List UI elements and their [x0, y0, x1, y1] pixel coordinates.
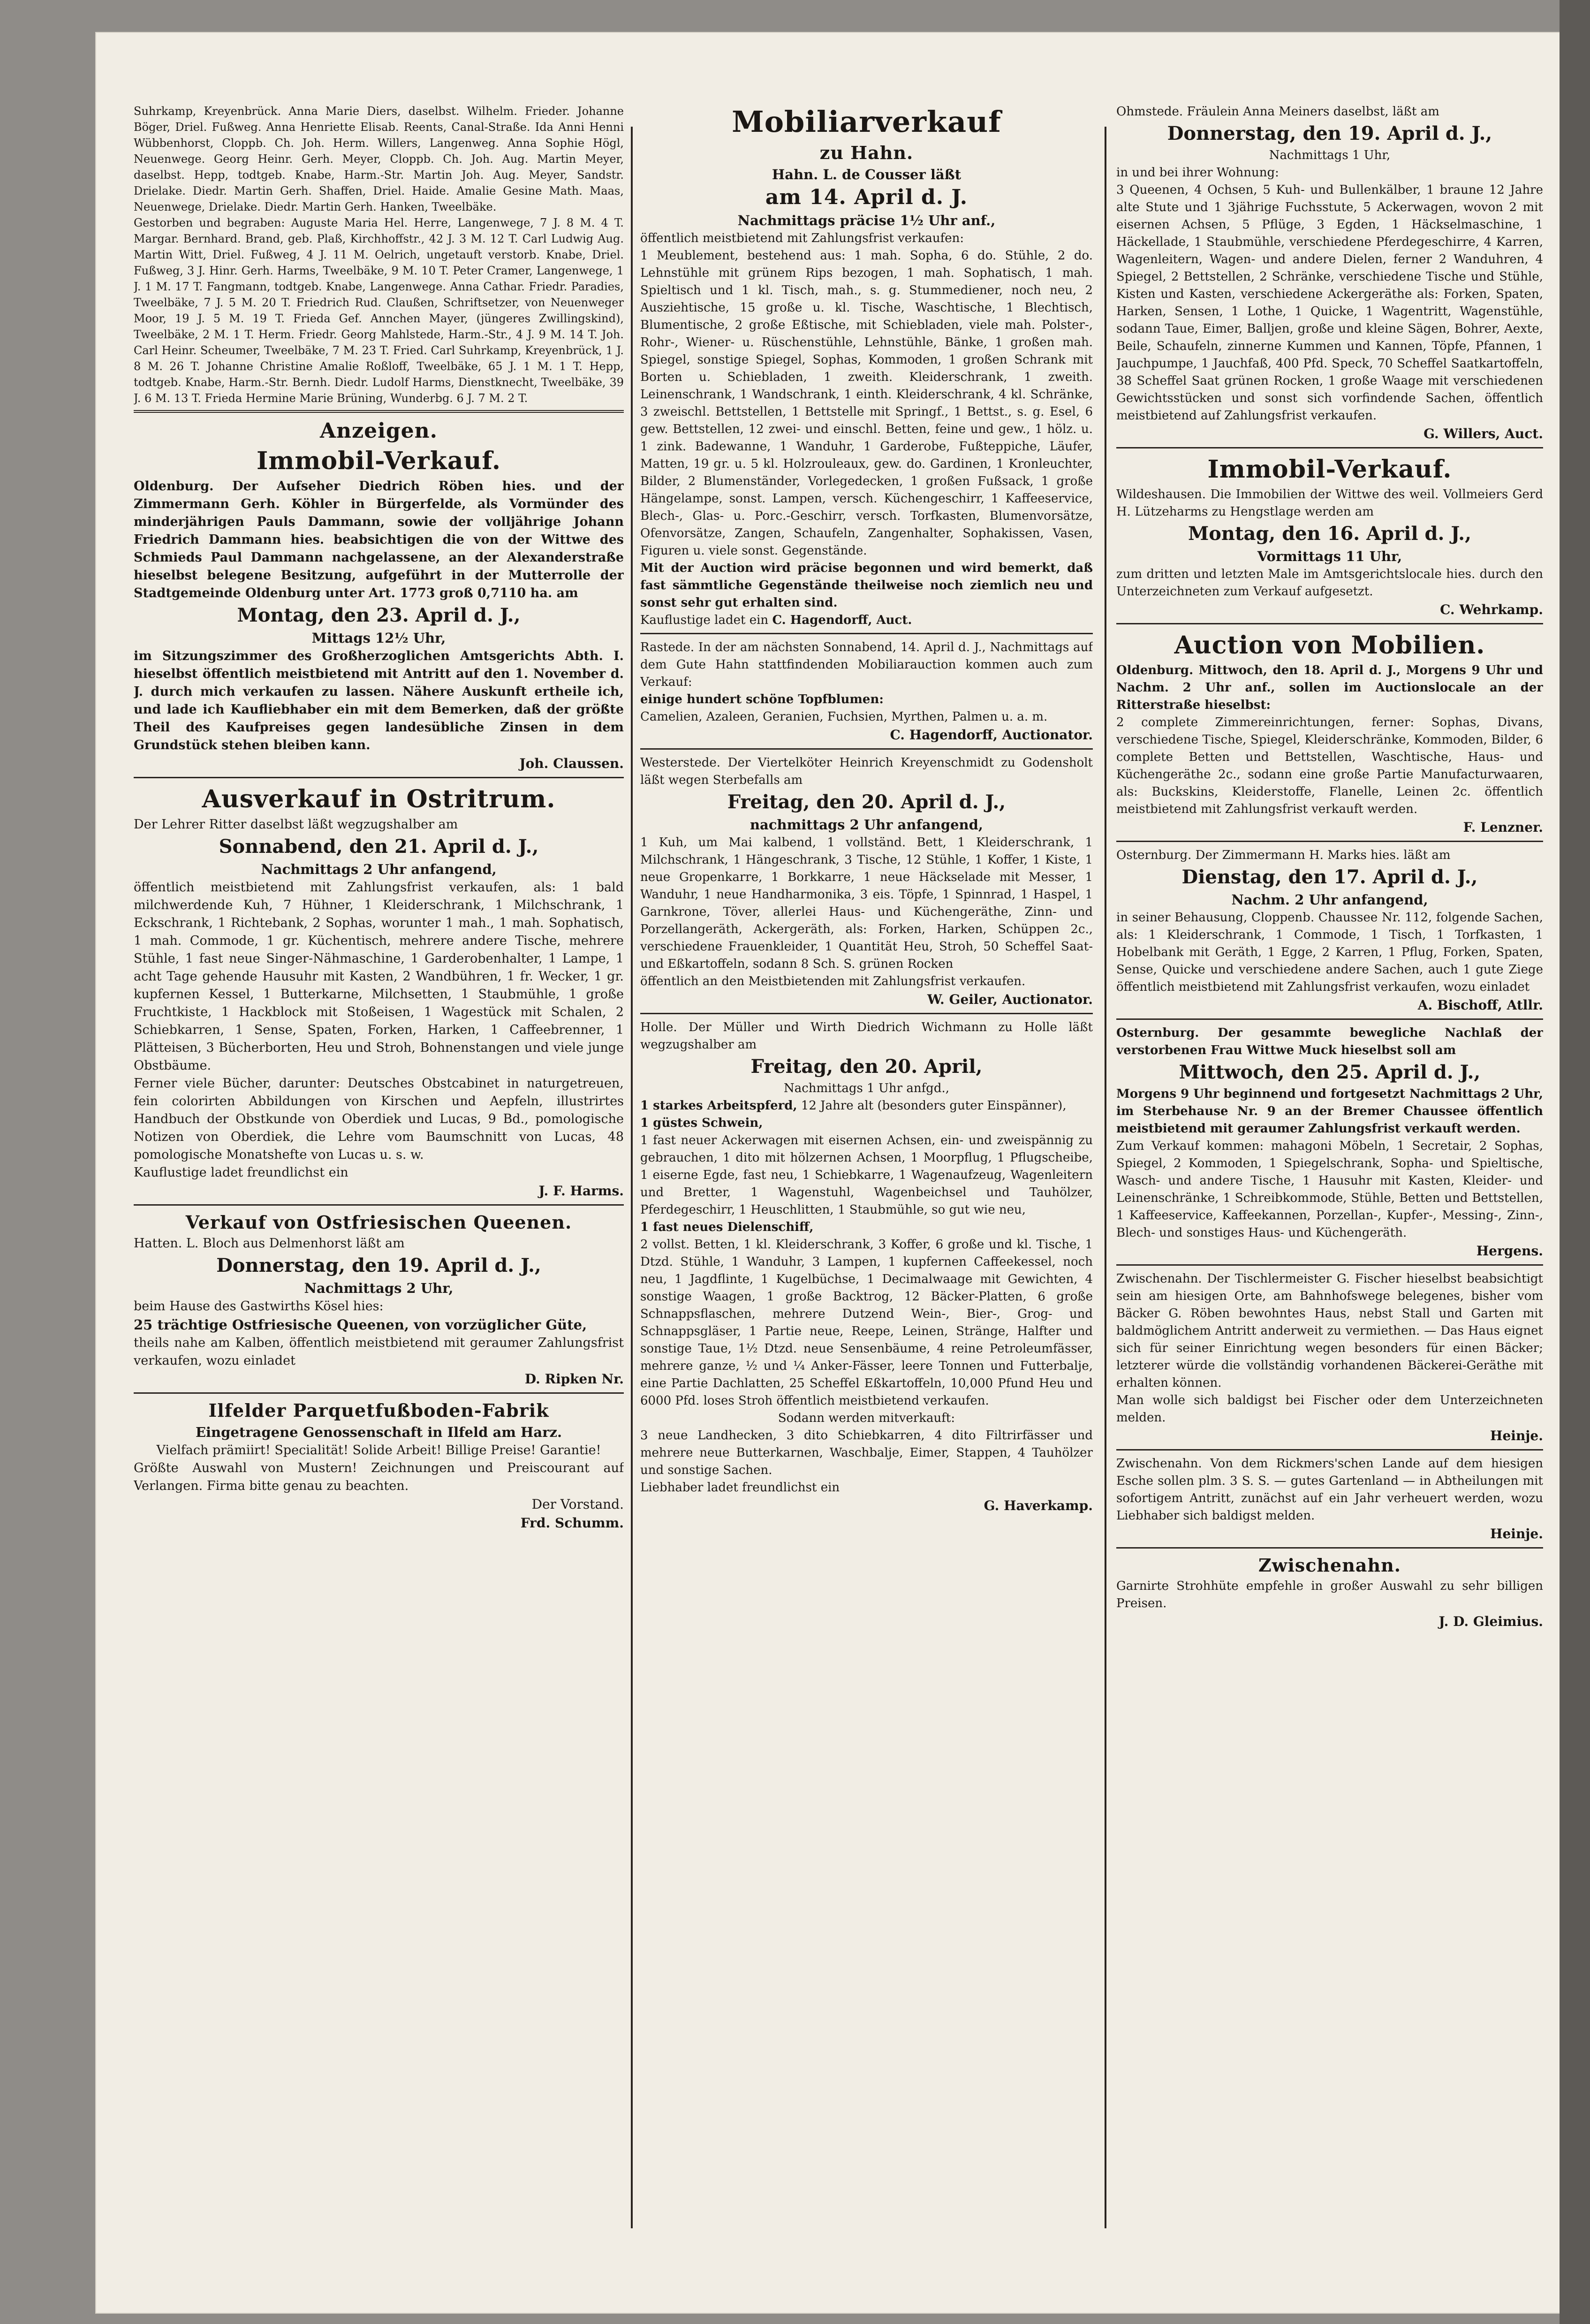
ad-body: öffentlich meistbietend mit Zahlungsfrist verkaufen, als: 1 bald milchwerdende Kuh, 7 Hühner, 1 Kleiderschrank, 1 Milchschrank, 1 Eckschrank, 1 Richtebank, 2 Sophas, worunter 1 mah., 1 mah. Sophatisch, 1 mah. Commode, 1 gr. Küchentisch, mehrere andere Tische, mehrere Stühle, 1 fast neue Singer-Nähmaschine, 1 Garderobenhalter, 1 Lampe, 1 acht Tage gehende Hausuhr mit Kasten, 2 Wandbühren, 1 fr. Wecker, 1 gr. kupfernen Kessel, 1 Butterkarne, Milchsetten, 1 Staubmühle, 1 große Fruchtkiste, 1 Hackblock mit Stoßeisen, 1 Wagestück mit Schalen, 2 Schiebkarren, 1 Sense, Spaten, Forken, Harken, 1 Caffeebrenner, 1 Plätteisen, 3 Bücherborten, Heu und Stroh, Bohnenstangen und viele junge Obstbäume.	[134, 880, 624, 1073]
ad-body: Rastede. In der am nächsten Sonnabend, 14. April d. J., Nachmittags auf dem Gute Hahn stattfindenden Mobiliarauction kommen auch zum Verkauf:	[640, 640, 1093, 689]
divider	[1116, 1449, 1543, 1451]
divider	[134, 1204, 624, 1206]
ad-time: nachmittags 2 Uhr anfangend,	[750, 817, 984, 833]
ad-vorstand: Der Vorstand.	[531, 1496, 624, 1512]
ad-body: Oldenburg. Der Aufseher Diedrich Röben hies. und der Zimmermann Gerh. Köhler in Bürgerfelde, als Vormünder des minderjährigen Pauls Dammann, sowie der volljährige Johann Friedrich Dammann hies. beabsichtigen die von der Wittwe des Schmieds Paul Dammann nachgelassene, an der Alexanderstraße hieselbst belegene Besitzung, aufgeführt in der Mutterrolle der Stadtgemeinde Oldenburg unter Art. 1773 groß 0,7110 ha. am	[134, 479, 624, 600]
ad-signature	[1116, 1525, 1543, 1543]
ad-body: beim Hause des Gastwirths Kösel hies:	[134, 1299, 384, 1314]
ad-body: Man wolle sich baldigst bei Fischer oder dem Unterzeichneten melden.	[1116, 1393, 1543, 1425]
ad-subheading: zu Hahn.	[819, 142, 914, 163]
ad-highlight: Mit der Auction wird präcise begonnen und wird bemerkt, daß fast sämmtliche Gegenstände theilweise noch ziemlich neu und sonst sehr gut erhalten sind.	[640, 561, 1093, 610]
ad-body: Holle. Der Müller und Wirth Diedrich Wichmann zu Holle läßt wegzugshalber am	[640, 1020, 1093, 1052]
deaths-notice: Suhrkamp, Kreyenbrück. Anna Marie Diers, daselbst. Wilhelm. Frieder. Johanne Böger, Driel. Fußweg. Anna Henriette Elisab. Reents, Canal-Straße. Ida Anni Henni Wübbenhorst, Cloppb. Ch. Joh. Herm. Willers, Langenweg. Anna Sophie Högl, Neuenwege. Georg Heinr. Gerh. Meyer, Cloppb. Ch. Joh. Aug. Martin Meyer, daselbst. Hepp, todtgeb. Knabe, Harm.-Str. Martin Joh. Aug. Meyer, Sandstr. Drielake. Diedr. Martin Gerh. Shaffen, Driel. Haide. Amalie Gesine Math. Maas, Neuenwege, Drielake. Diedr. Martin Gerh. Hanken, Tweelbäke.	[134, 105, 624, 213]
ad-time: Nachmittags 2 Uhr,	[304, 1280, 454, 1296]
ad-date: Mittwoch, den 25. April d. J.,	[1179, 1061, 1481, 1083]
signature-name: J. D. Gleimius.	[1439, 1614, 1543, 1629]
divider	[640, 748, 1093, 750]
column-rule	[631, 127, 633, 2228]
ad-body: Westerstede. Der Viertelköter Heinrich Kreyenschmidt zu Godensholt läßt wegen Sterbefalls am	[640, 756, 1093, 787]
ad-body: 2 vollst. Betten, 1 kl. Kleiderschrank, 3 Koffer, 6 große und kl. Tische, 1 Dtzd. Stühle, 1 Wanduhr, 3 Lampen, 1 kupfernen Caffeekessel, noch neu, 1 Jagdflinte, 1 Kugelbüchse, 1 Decimalwaage mit Gewichten, 4 sonstige Waagen, 1 große Backtrog, 12 Bäcker-Platten, 6 große Schnappsflaschen, mehrere Dutzend Wein-, Bier-, Grog- und Schnappsgläser, 1 Partie neue, Reepe, Leinen, Stränge, Halfter und sonstige Taue, 1½ Dtzd. neue Sensenbäume, 4 reine Petroleumfässer, mehrere ganze, ½ und ¼ Anker-Fässer, leere Tonnen und Futterbalje, eine Partie Dachlatten, 25 Scheffel Eßkartoffeln, 10,000 Pfund Heu und 6000 Pfd. loses Stroh öffentlich meistbietend verkaufen.	[640, 1238, 1093, 1408]
ad-body: öffentlich an den Meistbietenden mit Zahlungsfrist verkaufen.	[640, 974, 1026, 988]
ad-body: Zwischenahn. Der Tischlermeister G. Fischer hieselbst beabsichtigt sein am hiesigen Orte, am Bahnhofswege belegenes, bisher vom Bäcker G. Röben bewohntes Haus, nebst Stall und Garten mit baldmöglichem Antritt anderweit zu vermiethen. — Das Haus eignet sich für seiner Einrichtung wegen besonders für einen Bäcker; letzterer würde die vollständig vorhandenen Bäckerei-Geräthe mit erhalten können.	[1116, 1272, 1543, 1390]
ad-signature	[640, 726, 1093, 744]
ad-body: Größte Auswahl von Mustern! Zeichnungen und Preiscourant auf Verlangen. Firma bitte genau zu beachten.	[134, 1461, 624, 1493]
divider	[1116, 1018, 1543, 1020]
ad-highlight: 1 güstes Schwein,	[640, 1116, 763, 1130]
ad-invite: Kauflustige ladet ein	[640, 613, 769, 627]
ad-date: Donnerstag, den 19. April d. J.,	[1167, 122, 1492, 144]
divider	[134, 777, 624, 778]
signature-name: W. Geiler, Auctionator.	[927, 992, 1093, 1007]
ad-subheading: Eingetragene Genossenschaft in Ilfeld am Harz.	[195, 1424, 562, 1440]
divider	[134, 1392, 624, 1394]
ad-body: Ohmstede. Fräulein Anna Meiners daselbst, läßt am	[1116, 105, 1439, 119]
divider	[1116, 1547, 1543, 1549]
ad-body: 2 complete Zimmereinrichtungen, ferner: Sophas, Divans, verschiedene Tische, Spiegel, Kleiderschränke, Kommoden, Bilder, 6 complete Betten und Bettstellen, Waschtische, Haus- und Küchengeräthe 2c., sodann eine große Partie Manufacturwaaren, als: Buckskins, Kleiderstoffe, Flanelle, Leinen 2c. öffentlich meistbietend mit Zahlungsfrist verkauft werden.	[1116, 715, 1543, 816]
ad-signature	[640, 990, 1093, 1009]
signature-name: Frd. Schumm.	[520, 1515, 624, 1531]
ad-body: in seiner Behausung, Cloppenb. Chaussee Nr. 112, folgende Sachen, als: 1 Kleiderschrank, 1 Commode, 1 Tisch, 1 Torfkasten, 1 Hobelbank mit Geräth, 1 Egge, 2 Karren, 1 Pflug, Forken, Spaten, Sense, Quicke und verschiedene andere Sachen, auch 1 gute Ziege öffentlich meistbietend mit Zahlungsfrist verkaufen, wozu einladet	[1116, 911, 1543, 994]
ad-body: 1 Meublement, bestehend aus: 1 mah. Sopha, 6 do. Stühle, 2 do. Lehnstühle mit grünem Rips bezogen, 1 mah. Sophatisch, 1 mah. Spieltisch und 1 kl. Tisch, mah., s. g. Stummediener, noch neu, 2 Ausziehtische, 15 große u. kl. Tische, Waschtische, 1 Blechtisch, Blumentische, 2 große Eßtische, mit Schiebladen, viele mah. Polster-, Rohr-, Wiener- u. Rüschenstühle, Lehnstühle, Bänke, 1 großen mah. Spiegel, sonstige Spiegel, Sophas, Kommoden, 1 großen Schrank mit Borten u. Schiebladen, 1 zweith. Kleiderschrank, 1 zweith. Leinenschrank, 1 Wandschrank, 1 einth. Kleiderschrank, 4 kl. Schränke, 3 zweischl. Bettstellen, 1 Bettstelle mit Springf., 1 Bettst., s. g. Esel, 6 gew. Bettstellen, 12 zwei- und einschl. Betten, feine und gew., 1 hölz. u. 1 zink. Badewanne, 1 Wanduhr, 1 Garderobe, Fußteppiche, Läufer, Matten, 19 gr. u. 5 kl. Holzrouleaux, gew. do. Gardinen, 1 Kronleuchter, Bilder, 2 Blumenständer, Vorlegedecken, 1 großen Fußsack, 1 große Hängelampe, sonst. Lampen, versch. Küchengeschirr, 1 Kaffeeservice, Blech-, Glas- u. Porc.-Geschirr, versch. Torfkasten, Blumenvorsätze, Ofenvorsätze, Zangen, Schaufeln, Zangenhalter, Sophakissen, Vasen, Figuren u. viele sonst. Gegenstände.	[640, 249, 1093, 558]
ad-date: Dienstag, den 17. April d. J.,	[1181, 866, 1478, 888]
ad-body: Morgens 9 Uhr beginnend und fortgesetzt Nachmittags 2 Uhr, im Sterbehause Nr. 9 an der Bremer Chaussee öffentlich meistbietend mit geraumer Zahlungsfrist verkauft werden.	[1116, 1087, 1543, 1136]
ad-signature	[134, 754, 624, 773]
ad-heading: Mobiliarverkauf	[732, 105, 1001, 139]
divider	[1116, 1264, 1543, 1266]
signature-name: J. F. Harms.	[538, 1183, 624, 1199]
ad-body: 1 Kuh, um Mai kalbend, 1 vollständ. Bett, 1 Kleiderschrank, 1 Milchschrank, 1 Hängeschrank, 3 Tische, 12 Stühle, 1 Koffer, 1 Kiste, 1 neue Gropenkarre, 1 Borkkarre, 1 neue Häckselade mit Messer, 1 Wanduhr, 1 neue Handharmonika, 3 eis. Töpfe, 1 Spinnrad, 1 Haspel, 1 Garnkrone, Töver, allerlei Haus- und Küchengeräthe, Zinn- und Porzellangeräth, Ackergeräth, als: Forken, Harken, Schüppen 2c., verschiedene Frauenkleider, 1 Quantität Heu, Stroh, 50 Scheffel Saat- und Eßkartoffeln, sodann 8 Sch. S. grünen Rocken	[640, 835, 1093, 971]
ad-time: Nachm. 2 Uhr anfangend,	[1231, 892, 1428, 908]
divider	[1116, 841, 1543, 842]
ad-heading: Ausverkauf in Ostritrum.	[202, 785, 556, 813]
ad-body: Garnirte Strohhüte empfehle in großer Auswahl zu sehr billigen Preisen.	[1116, 1579, 1543, 1610]
signature-name: C. Hagendorff, Auct.	[772, 613, 912, 627]
ad-date: Donnerstag, den 19. April d. J.,	[216, 1254, 541, 1276]
section-heading: Anzeigen.	[320, 419, 438, 443]
column-middle	[640, 103, 1093, 2242]
ad-time: Vormittags 11 Uhr,	[1257, 548, 1402, 564]
ad-date: am 14. April d. J.	[765, 185, 968, 209]
ad-body: Ferner viele Bücher, darunter: Deutsches Obstcabinet in naturgetreuen, fein colorirten Abbildungen von Kirschen und Aepfeln, illustrirtes Handbuch der Obstkunde von Oberdiek und Lucas, 9 Bd., pomologische Notizen von Oberdiek, die Lehre vom Baumschnitt von Lucas, 48 pomologische Monatshefte von Lucas u. s. w.	[134, 1076, 624, 1162]
signature-name: D. Ripken Nr.	[524, 1371, 624, 1387]
ad-date: Freitag, den 20. April,	[750, 1056, 983, 1078]
ad-heading: Ilfelder Parquetfußboden-Fabrik	[208, 1400, 549, 1421]
signature-name: A. Bischoff, Atllr.	[1417, 997, 1543, 1013]
ad-signature	[1116, 425, 1543, 443]
ad-signature	[1116, 818, 1543, 837]
column-right	[1116, 103, 1543, 2242]
ad-body: Zwischenahn. Von dem Rickmers'schen Lande auf dem hiesigen Esche sollen plm. 3 S. S. — gutes Gartenland — in Abtheilungen mit sofortigem Antritt, zunächst auf ein Jahr verheuert werden, wozu Liebhaber sich baldigst melden.	[1116, 1457, 1543, 1523]
ad-heading: Verkauf von Ostfriesischen Queenen.	[185, 1212, 572, 1233]
ad-body: 3 neue Landhecken, 3 dito Schiebkarren, 4 dito Filtrirfässer und mehrere neue Butterkarnen, Waschbalje, Eimer, Stappen, 4 Tauhölzer und sonstige Sachen.	[640, 1428, 1093, 1477]
signature-name: F. Lenzner.	[1463, 820, 1543, 835]
column-rule	[1105, 127, 1106, 2228]
ad-signature	[640, 1496, 1093, 1515]
signature-name: G. Willers, Auct.	[1423, 426, 1543, 441]
ad-invite: Liebhaber ladet freundlichst ein	[640, 1481, 840, 1495]
ad-body: in und bei ihrer Wohnung:	[1116, 166, 1279, 180]
ad-date: Sonnabend, den 21. April d. J.,	[219, 835, 539, 858]
ad-body: Oldenburg. Mittwoch, den 18. April d. J., Morgens 9 Uhr und Nachm. 2 Uhr anf., sollen im Auctionslocale an der Ritterstraße hieselbst:	[1116, 663, 1543, 712]
ad-body: 1 fast neuer Ackerwagen mit eisernen Achsen, ein- und zweispännig zu gebrauchen, 1 dito mit hölzernen Achsen, 1 Moorpflug, 1 Pflugscheibe, 1 eiserne Egde, fast neu, 1 Schiebkarre, 1 Wagenaufzeug, Wagenleitern und Bretter, 1 Wagenstuhl, Wagenbeichsel und Tauhölzer, Pferdegeschirr, 1 Heuschlitten, 1 Staubmühle, so gut wie neu,	[640, 1133, 1093, 1217]
ad-intro: Hahn. L. de Cousser läßt	[772, 167, 962, 182]
ad-body: Camelien, Azaleen, Geranien, Fuchsien, Myrthen, Palmen u. a. m.	[640, 710, 1048, 724]
ad-invite: Kauflustige ladet freundlichst ein	[134, 1165, 348, 1180]
ad-signature	[1116, 1427, 1543, 1445]
ad-heading: Auction von Mobilien.	[1174, 631, 1485, 660]
ad-body	[640, 1097, 1093, 1115]
ad-body: Wildeshausen. Die Immobilien der Wittwe des weil. Vollmeiers Gerd H. Lützeharms zu Hengstlage werden am	[1116, 487, 1543, 519]
ad-highlight: einige hundert schöne Topfblumen:	[640, 692, 884, 706]
ad-text: 12 Jahre alt (besonders guter Einspänner),	[801, 1099, 1067, 1113]
ad-heading: Zwischenahn.	[1258, 1555, 1401, 1576]
ad-body: Osternburg. Der Zimmermann H. Marks hies. läßt am	[1116, 848, 1451, 862]
signature-name: Heinje.	[1490, 1526, 1543, 1542]
ad-body: zum dritten und letzten Male im Amtsgerichtslocale hies. durch den Unterzeichneten zum Verkauf aufgesetzt.	[1116, 567, 1543, 599]
column-left	[134, 103, 624, 2242]
ad-heading: Immobil-Verkauf.	[257, 447, 501, 475]
ad-time: Mittags 12½ Uhr,	[311, 630, 446, 646]
ad-body: Vielfach prämiirt! Specialität! Solide Arbeit! Billige Preise! Garantie!	[156, 1443, 601, 1458]
deaths-notice: Gestorben und begraben: Auguste Maria Hel. Herre, Langenwege, 7 J. 8 M. 4 T. Margar. Bernhard. Brand, geb. Plaß, Kirchhoffstr., 42 J. 3 M. 12 T. Carl Ludwig Aug. Martin Witt, Driel. Fußweg, 4 J. 11 M. Oelrich, ungetauft verstorb. Knabe, Driel. Fußweg, 3 J. Hinr. Gerh. Harms, Tweelbäke, 9 M. 10 T. Peter Cramer, Langenwege, 1 J. 1 M. 17 T. Fangmann, todtgeb. Knabe, Langenwege. Anna Cathar. Friedr. Paradies, Tweelbäke, 7 J. 5 M. 20 T. Friedrich Rud. Claußen, Schriftsetzer, von Neuenweger Moor, 19 J. 5 M. 19 T. Frieda Gef. Annchen Mayer, (jüngeres Zwillingskind), Tweelbäke, 2 M. 1 T. Herm. Friedr. Georg Mahlstede, Harm.-Str., 4 J. 9 M. 14 T. Joh. Carl Heinr. Scheumer, Tweelbäke, 7 M. 23 T. Fried. Carl Suhrkamp, Kreyenbrück, 1 J. 8 M. 26 T. Johanne Christine Amalie Roßloff, Tweelbäke, 65 J. 1 M. 1 T. Hepp, todtgeb. Knabe, Harm.-Str. Bernh. Diedr. Ludolf Harms, Dienstknecht, Tweelbäke, 39 J. 6 M. 13 T. Frieda Hermine Marie Brüning, Wunderbg. 6 J. 7 M. 2 T.	[134, 216, 624, 405]
ad-body: öffentlich meistbietend mit Zahlungsfrist verkaufen:	[640, 231, 964, 245]
ad-date: Freitag, den 20. April d. J.,	[727, 791, 1006, 813]
ad-signature	[134, 1182, 624, 1200]
ad-time: Nachmittags 1 Uhr anfgd.,	[783, 1081, 950, 1095]
signature-name: C. Wehrkamp.	[1440, 602, 1543, 617]
ad-body: im Sitzungszimmer des Großherzoglichen Amtsgerichts Abth. I. hieselbst öffentlich meistbietend mit Antritt auf den 1. November d. J. durch mich verkaufen zu lassen. Nähere Auskunft ertheile ich, und lade ich Kaufliebhaber ein mit dem Bemerken, daß der größte Theil des Kaufpreises gegen landesübliche Zinsen in dem Grundstück stehen bleiben kann.	[134, 649, 624, 752]
ad-signature	[134, 1370, 624, 1389]
ad-body: theils nahe am Kalben, öffentlich meistbietend mit geraumer Zahlungsfrist verkaufen, wozu einladet	[134, 1336, 624, 1368]
ad-body: Osternburg. Der gesammte bewegliche Nachlaß der verstorbenen Frau Wittwe Muck hieselbst soll am	[1116, 1026, 1543, 1057]
ad-body: Sodann werden mitverkauft:	[778, 1411, 955, 1425]
ad-body: Der Lehrer Ritter daselbst läßt wegzugshalber am	[134, 817, 458, 832]
ad-signature	[1116, 1612, 1543, 1631]
divider	[1116, 447, 1543, 448]
ad-date: Montag, den 23. April d. J.,	[237, 604, 521, 626]
divider	[1116, 623, 1543, 624]
page-edge-shadow	[1560, 0, 1590, 2324]
ad-signature	[1116, 1242, 1543, 1261]
signature-name: Joh. Claussen.	[519, 756, 624, 771]
ad-body: 3 Queenen, 4 Ochsen, 5 Kuh- und Bullenkälber, 1 braune 12 Jahre alte Stute und 1 3jährige Fuchsstute, 5 Ackerwagen, wovon 2 mit eisernen Achsen, 5 Pflüge, 3 Egden, 1 Häckselmaschine, 1 Häckellade, 1 Staubmühle, verschiedene Pferdegeschirre, 4 Karren, Wagenleitern, Wagen- und andere Dielen, ferner 2 Wanduhren, 4 Spiegel, 2 Bettstellen, 2 Schränke, verschiedene Tische und Stühle, Kisten und Kasten, verschiedene Ackergeräthe als: Forken, Spaten, Harken, Sensen, 1 Lothe, 1 Quicke, 1 Wagentritt, Wagenstühle, sodann Taue, Eimer, Balljen, große und kleine Sägen, Bohrer, Aexte, Beile, Schaufeln, zinnerne Kummen und Kannen, Töpfe, Pfannen, 1 Jauchpumpe, 1 Jauchfaß, 400 Pfd. Speck, 70 Scheffel Saatkartoffeln, 38 Scheffel Saat grünen Rocken, 1 große Waage mit verschiedenen Gewichtsstücken und sonst sich vorfindende Sachen, öffentlich meistbietend auf Zahlungsfrist verkaufen.	[1116, 183, 1543, 423]
ad-highlight: 1 fast neues Dielenschiff,	[640, 1220, 814, 1234]
signature-name: C. Hagendorff, Auctionator.	[890, 727, 1093, 743]
ad-time: Nachmittags 1 Uhr,	[1269, 148, 1391, 162]
divider	[134, 410, 624, 413]
signature-name: Hergens.	[1476, 1243, 1543, 1259]
ad-body: Hatten. L. Bloch aus Delmenhorst läßt am	[134, 1236, 405, 1251]
ad-signature	[640, 612, 1093, 629]
ad-date: Montag, den 16. April d. J.,	[1188, 523, 1472, 545]
ad-highlight: 1 starkes Arbeitspferd,	[640, 1099, 797, 1113]
ad-body: Zum Verkauf kommen: mahagoni Möbeln, 1 Secretair, 2 Sophas, Spiegel, 2 Kommoden, 1 Spiegelschrank, Sopha- und Spieltische, Wasch- und andere Tische, 1 Hausuhr mit Kasten, Kleider- und Leinenschränke, 1 Schreibkommode, Stühle, Betten und Bettstellen, 1 Kaffeeservice, Kaffeekannen, Porzellan-, Kupfer-, Messing-, Zinn-, Blech- und sonstiges Haus- und Küchengeräth.	[1116, 1139, 1543, 1240]
ad-time: Nachmittags 2 Uhr anfangend,	[261, 861, 497, 877]
ad-signature	[1116, 600, 1543, 619]
divider	[640, 633, 1093, 634]
signature-name: Heinje.	[1490, 1428, 1543, 1443]
ad-signature	[134, 1514, 624, 1533]
ad-highlight: 25 trächtige Ostfriesische Queenen, von vorzüglicher Güte,	[134, 1317, 587, 1333]
divider	[640, 1013, 1093, 1014]
ad-signature	[1116, 996, 1543, 1015]
ad-time: Nachmittags präcise 1½ Uhr anf.,	[737, 213, 996, 228]
signature-name: G. Haverkamp.	[984, 1498, 1093, 1513]
ad-heading: Immobil-Verkauf.	[1207, 455, 1452, 484]
